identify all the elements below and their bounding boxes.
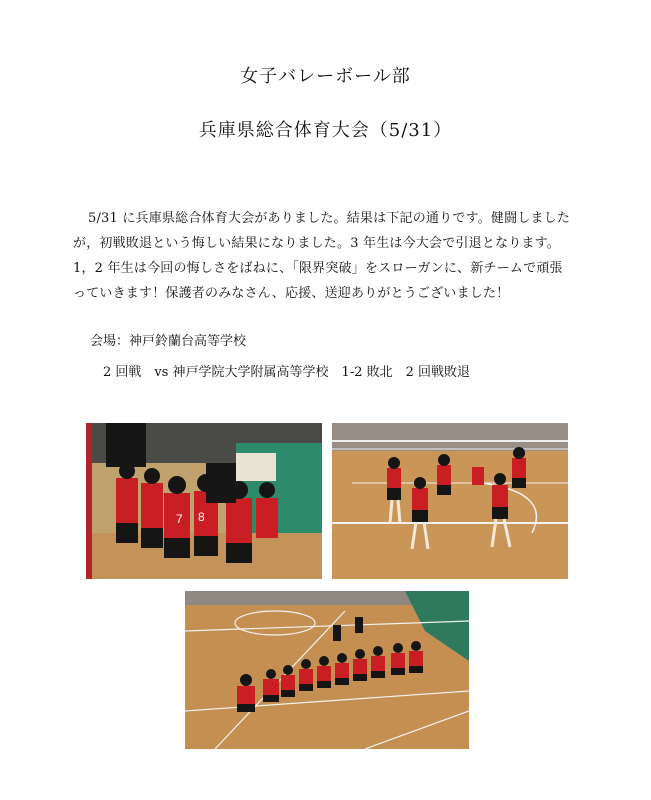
report-line: が，初戦敗退という悔しい結果になりました。3 年生は今大会で引退となります。: [73, 236, 560, 251]
report-line: っていきます！保護者のみなさん、応援、送迎ありがとうございました！: [73, 286, 510, 301]
venue-text: 会場：神戸鈴蘭台高等学校: [90, 334, 247, 349]
match-play-photo: [332, 423, 568, 579]
page-title-event: 兵庫県総合体育大会（5/31）: [198, 120, 453, 141]
team-line-up-photo: [185, 591, 469, 749]
report-paragraph: [73, 206, 593, 306]
report-line: 5/31 に兵庫県総合体育大会がありました。結果は下記の通りです。健闘しました: [88, 211, 571, 226]
report-line: 1，2 年生は今回の悔しさをばねに、「限界突破」をスローガンに、新チームで頑張: [73, 261, 563, 276]
match-result-text: 2 回戦 vs 神戸学院大学附属高等学校 1-2 敗北 2 回戦敗退: [103, 365, 471, 380]
svg-text:7: 7: [176, 512, 183, 526]
svg-text:8: 8: [198, 510, 205, 524]
team-huddle-photo: [86, 423, 322, 579]
page-title-club: 女子バレーボール部: [240, 66, 411, 87]
